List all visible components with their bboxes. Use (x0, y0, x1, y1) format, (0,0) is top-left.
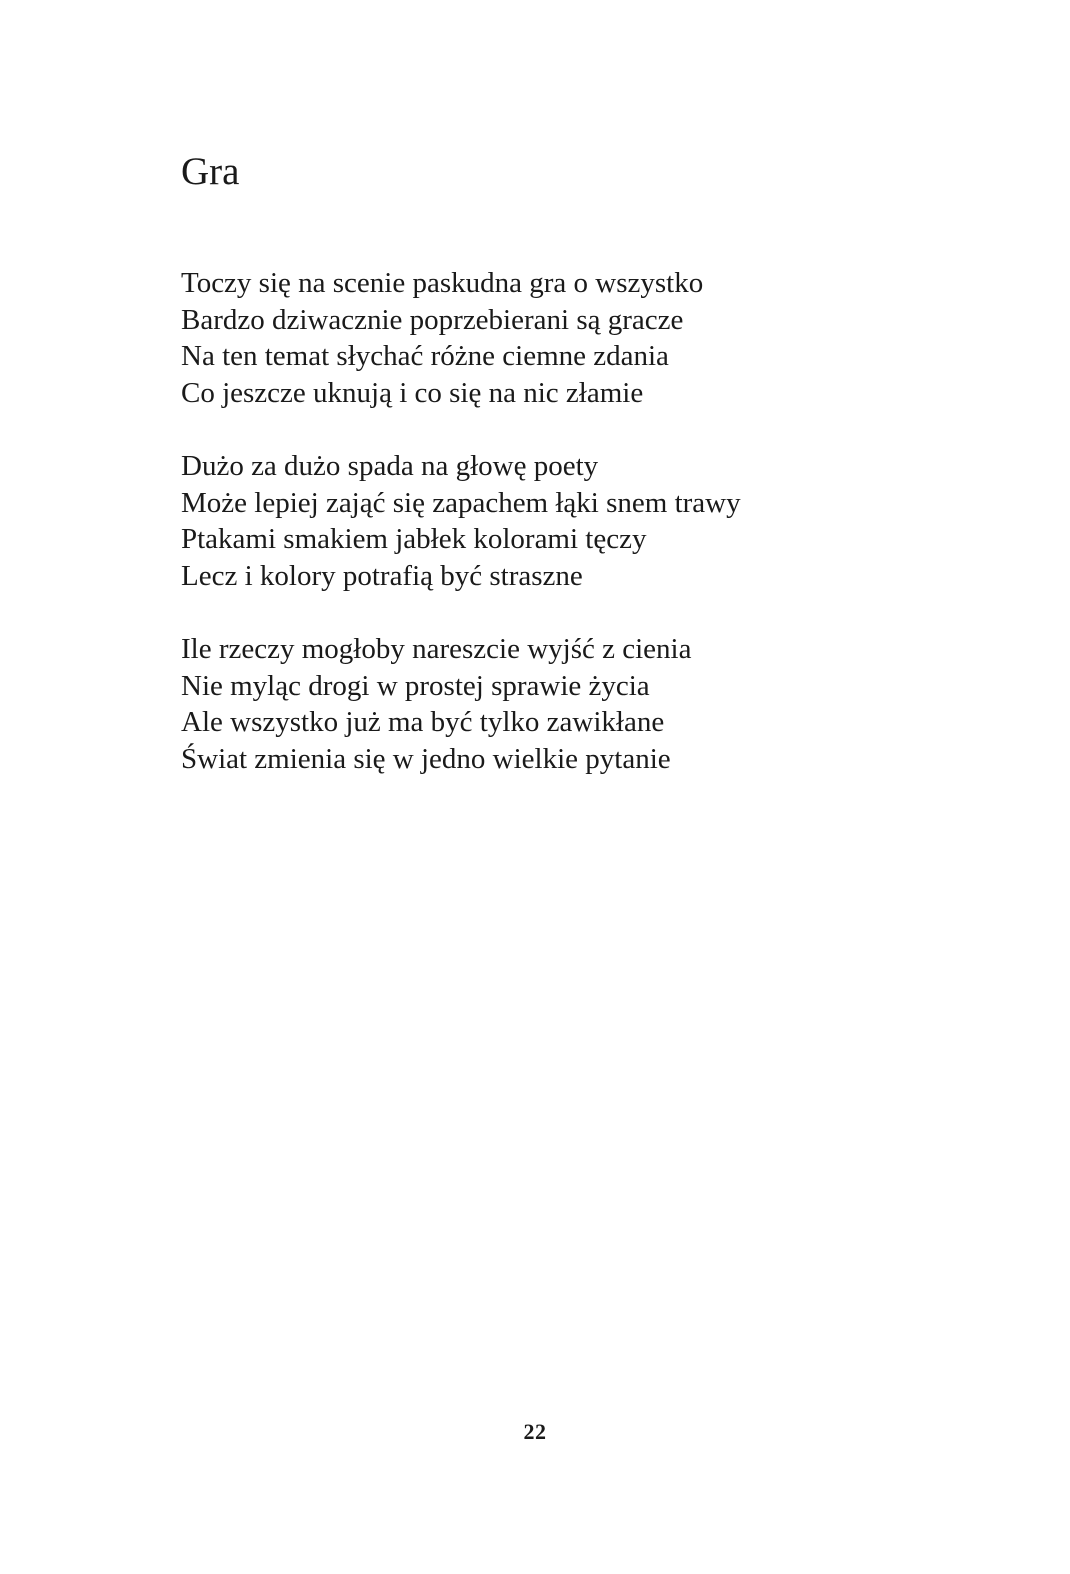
verse-line: Bardzo dziwacznie poprzebierani są gracze (181, 303, 684, 336)
page-number: 22 (523, 1419, 547, 1444)
verse-line: Ptakami smakiem jabłek kolorami tęczy (181, 523, 647, 555)
poem-body (181, 265, 1001, 814)
verse-line: Może lepiej zająć się zapachem łąki snem trawy (181, 486, 741, 519)
verse-line: Ile rzeczy mogłoby nareszcie wyjść z cienia (181, 633, 692, 665)
stanza-3 (181, 631, 1001, 777)
verse-line: Nie myląc drogi w prostej sprawie życia (181, 669, 650, 702)
poem-title: Gra (181, 150, 240, 193)
verse-line: Świat zmienia się w jedno wielkie pytanie (181, 742, 671, 775)
verse-line: Na ten temat słychać różne ciemne zdania (181, 340, 669, 372)
verse-line: Co jeszcze uknują i co się na nic złamie (181, 376, 644, 409)
stanza-2 (181, 448, 1001, 594)
verse-line: Lecz i kolory potrafią być straszne (181, 559, 583, 592)
verse-line: Ale wszystko już ma być tylko zawikłane (181, 706, 665, 738)
verse-line: Toczy się na scenie paskudna gra o wszystko (181, 267, 704, 299)
stanza-1 (181, 265, 1001, 411)
verse-line: Dużo za dużo spada na głowę poety (181, 450, 599, 482)
